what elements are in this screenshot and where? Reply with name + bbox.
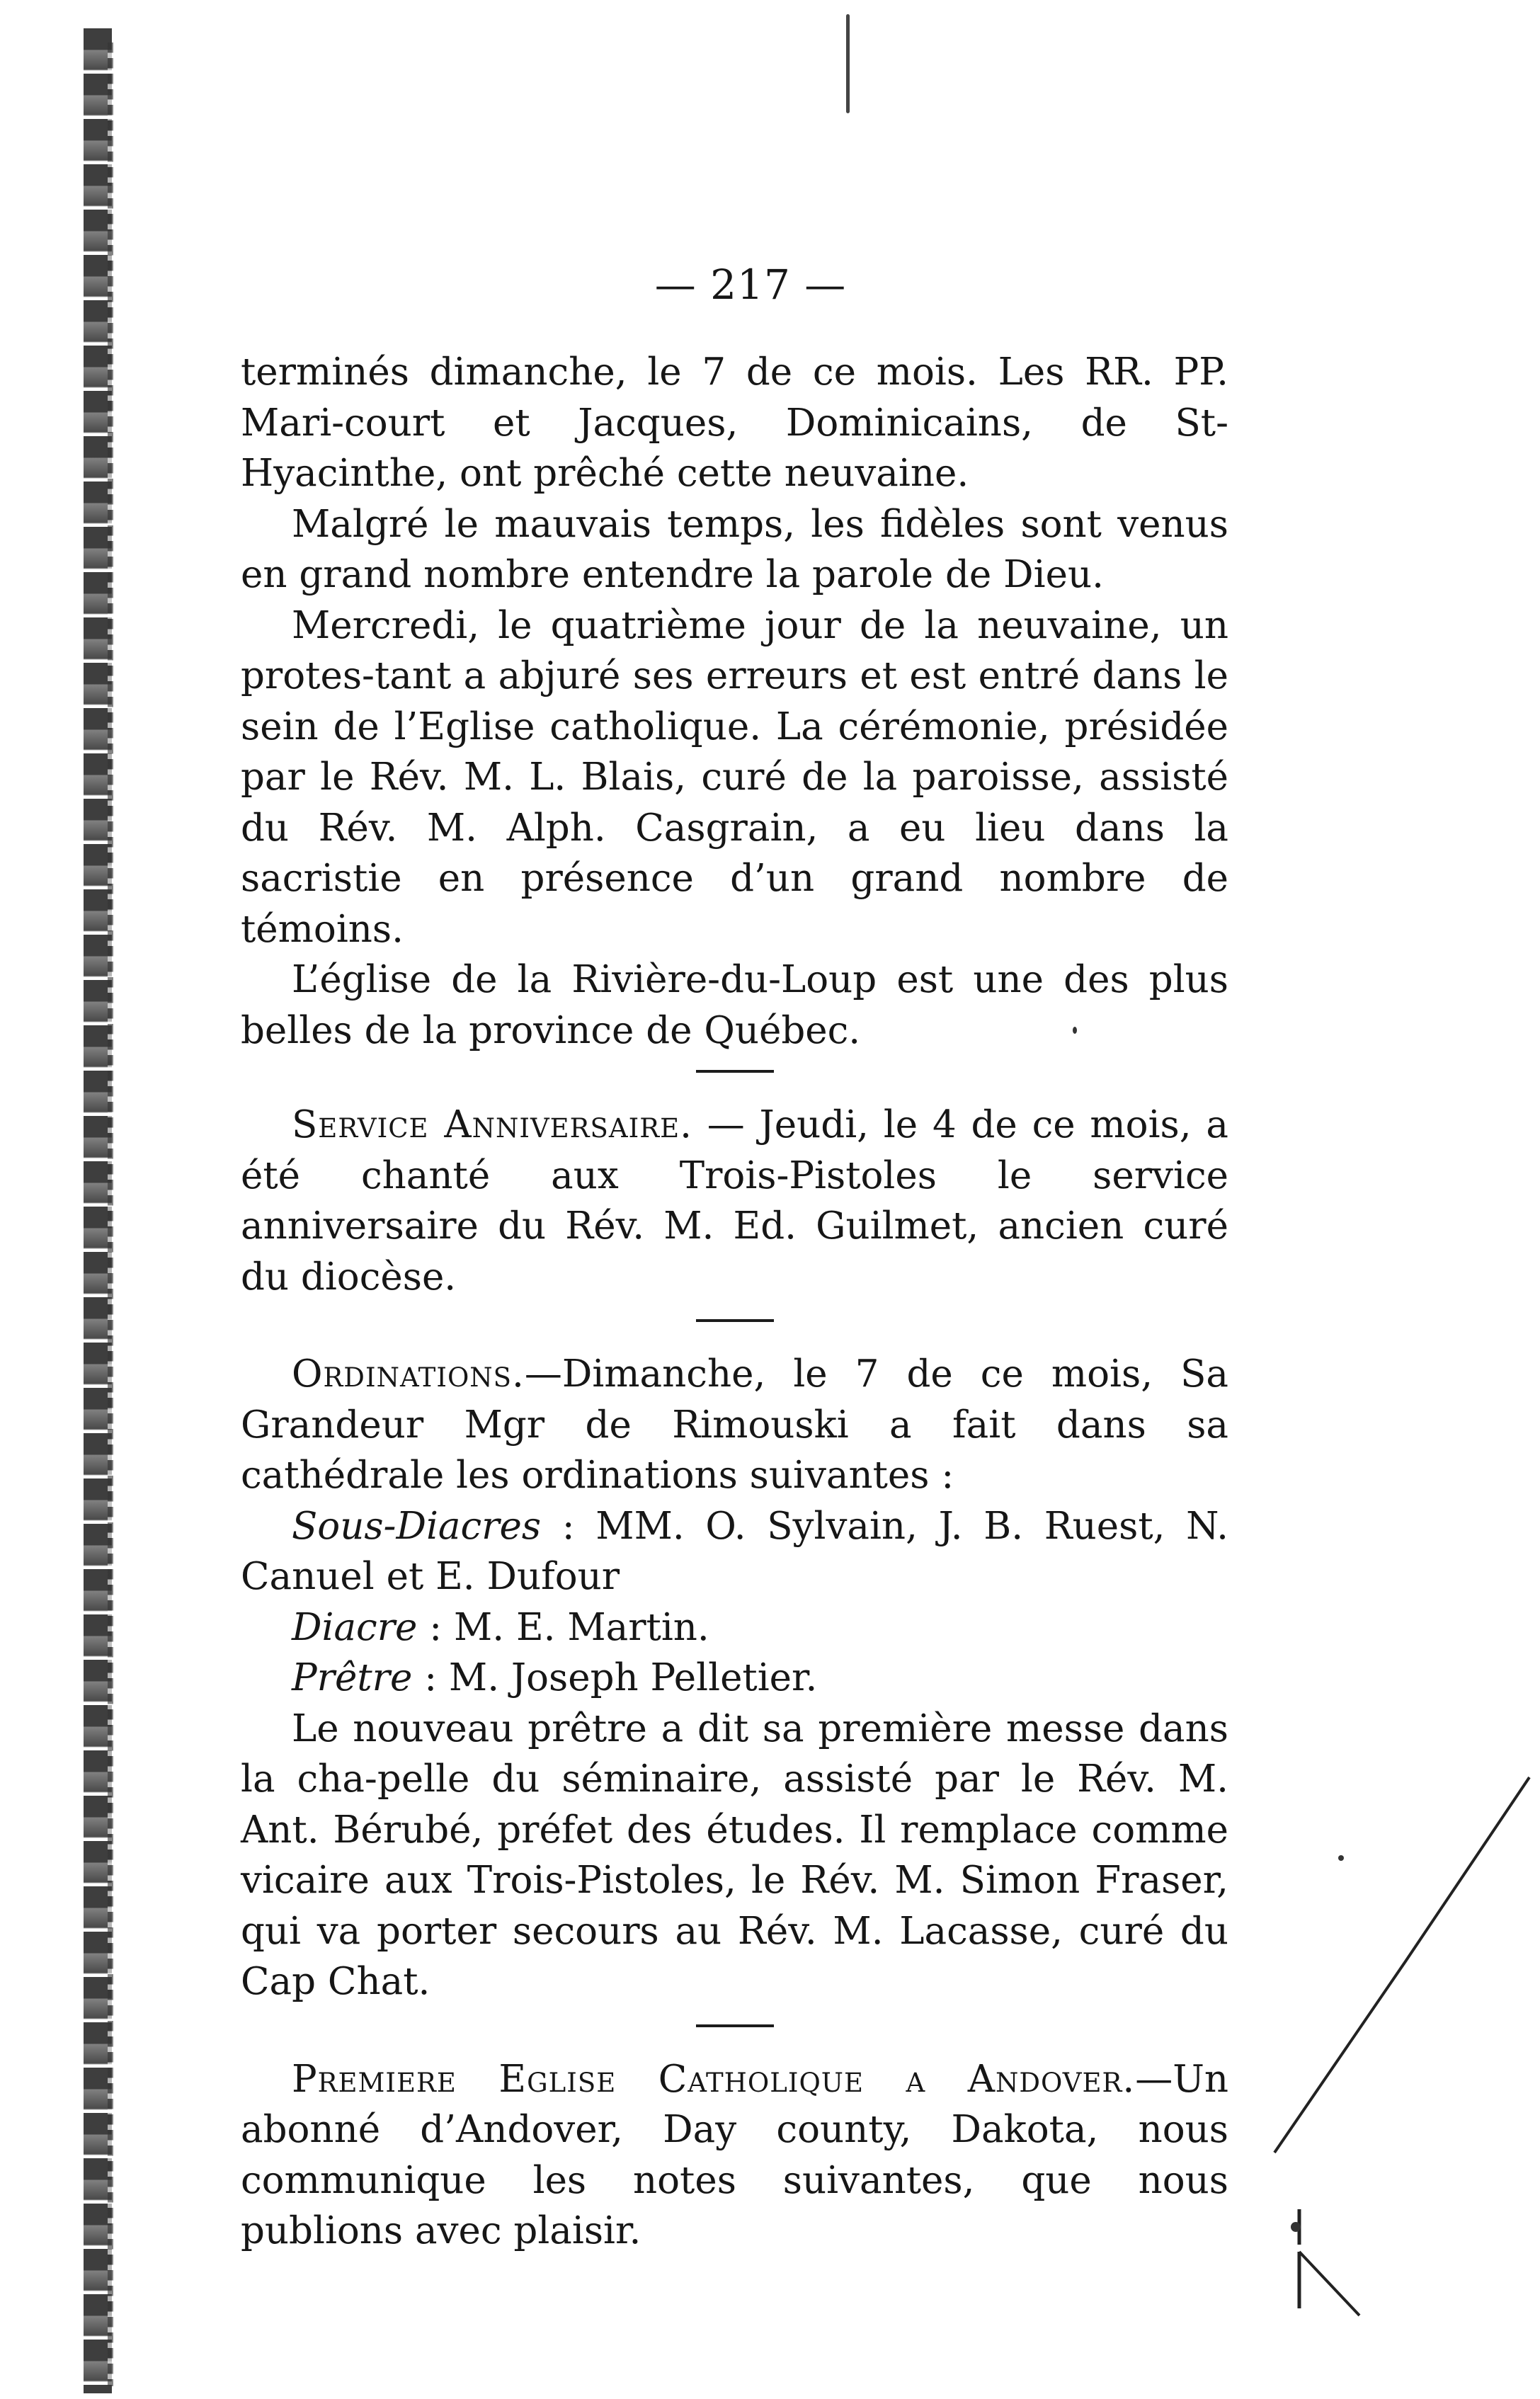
body-text xyxy=(241,347,1228,2257)
speck-decoration xyxy=(1073,1027,1077,1034)
paragraph-church: L’église de la Rivière-du-Loup est une des plus belles de la province de Québec. xyxy=(241,958,1228,1052)
priest-label: Prêtre xyxy=(292,1656,413,1699)
paragraph-first-mass: Le nouveau prêtre a dit sa première messe dans la cha-pelle du séminaire, assisté par le Rév. M. Ant. Bérubé, préfet des études. Il remplace comme vicaire aux Trois-Pistoles, le Rév. M. Simon Fraser, qui va porter secours au Rév. M. Lacasse, curé du Cap Chat. xyxy=(241,1706,1228,2003)
paragraph-weather: Malgré le mauvais temps, les fidèles sont venus en grand nombre entendre la parole de Dieu. xyxy=(241,502,1228,596)
paragraph-neuvaine-end: terminés dimanche, le 7 de ce mois. Les RR. PP. Mari-court et Jacques, Dominicains, de St-Hyacinthe, ont prêché cette neuvaine. xyxy=(241,351,1228,495)
priest-names: : M. Joseph Pelletier. xyxy=(412,1656,818,1699)
service-text: — Jeudi, le 4 de ce mois, a été chanté aux Trois-Pistoles le service anniversaire du Rév. M. Ed. Guilmet, ancien curé du diocèse. xyxy=(241,1103,1228,1299)
margin-mark-decoration xyxy=(846,14,850,113)
subdeacons-label: Sous-Diacres xyxy=(292,1504,542,1548)
ordinations-heading: Ordinations. xyxy=(292,1352,525,1396)
subdeacons-names: : MM. O. Sylvain, J. B. Ruest, N. Canuel et E. Dufour xyxy=(241,1504,1228,1598)
ordination-deacon xyxy=(241,1602,1228,1653)
section-ordinations xyxy=(241,1349,1228,1501)
deacon-label: Diacre xyxy=(292,1605,418,1649)
ordination-subdeacons xyxy=(241,1501,1228,1602)
section-divider xyxy=(696,1319,774,1322)
paragraph-abjuration: Mercredi, le quatrième jour de la neuvaine, un protes-tant a abjuré ses erreurs et est entré dans le sein de l’Eglise catholique. La cérémonie, présidée par le Rév. M. L. Blais, curé de la paroisse, assisté du Rév. M. Alph. Casgrain, a eu lieu dans la sacristie en présence d’un grand nombre de témoins. xyxy=(241,603,1228,951)
andover-heading: Premiere Eglise Catholique a Andover. xyxy=(292,2057,1136,2101)
section-divider xyxy=(696,1070,774,1073)
binding-stitch-decoration xyxy=(108,42,113,2386)
section-andover xyxy=(241,2054,1228,2257)
ordinations-text: —Dimanche, le 7 de ce mois, Sa Grandeur Mgr de Rimouski a fait dans sa cathédrale les ordinations suivantes : xyxy=(241,1352,1228,1497)
pencil-stroke-decoration xyxy=(1253,1756,1536,2393)
deacon-names: : M. E. Martin. xyxy=(417,1605,709,1649)
page-number: — 217 — xyxy=(654,261,847,309)
ordination-priest xyxy=(241,1653,1228,1704)
section-divider xyxy=(696,2024,774,2027)
section-service xyxy=(241,1100,1228,1302)
andover-text: —Un abonné d’Andover, Day county, Dakota, nous communique les notes suivantes, que nous publions avec plaisir. xyxy=(241,2057,1228,2252)
speck-decoration xyxy=(1338,1855,1344,1861)
service-heading: Service Anniversaire. xyxy=(292,1103,692,1146)
